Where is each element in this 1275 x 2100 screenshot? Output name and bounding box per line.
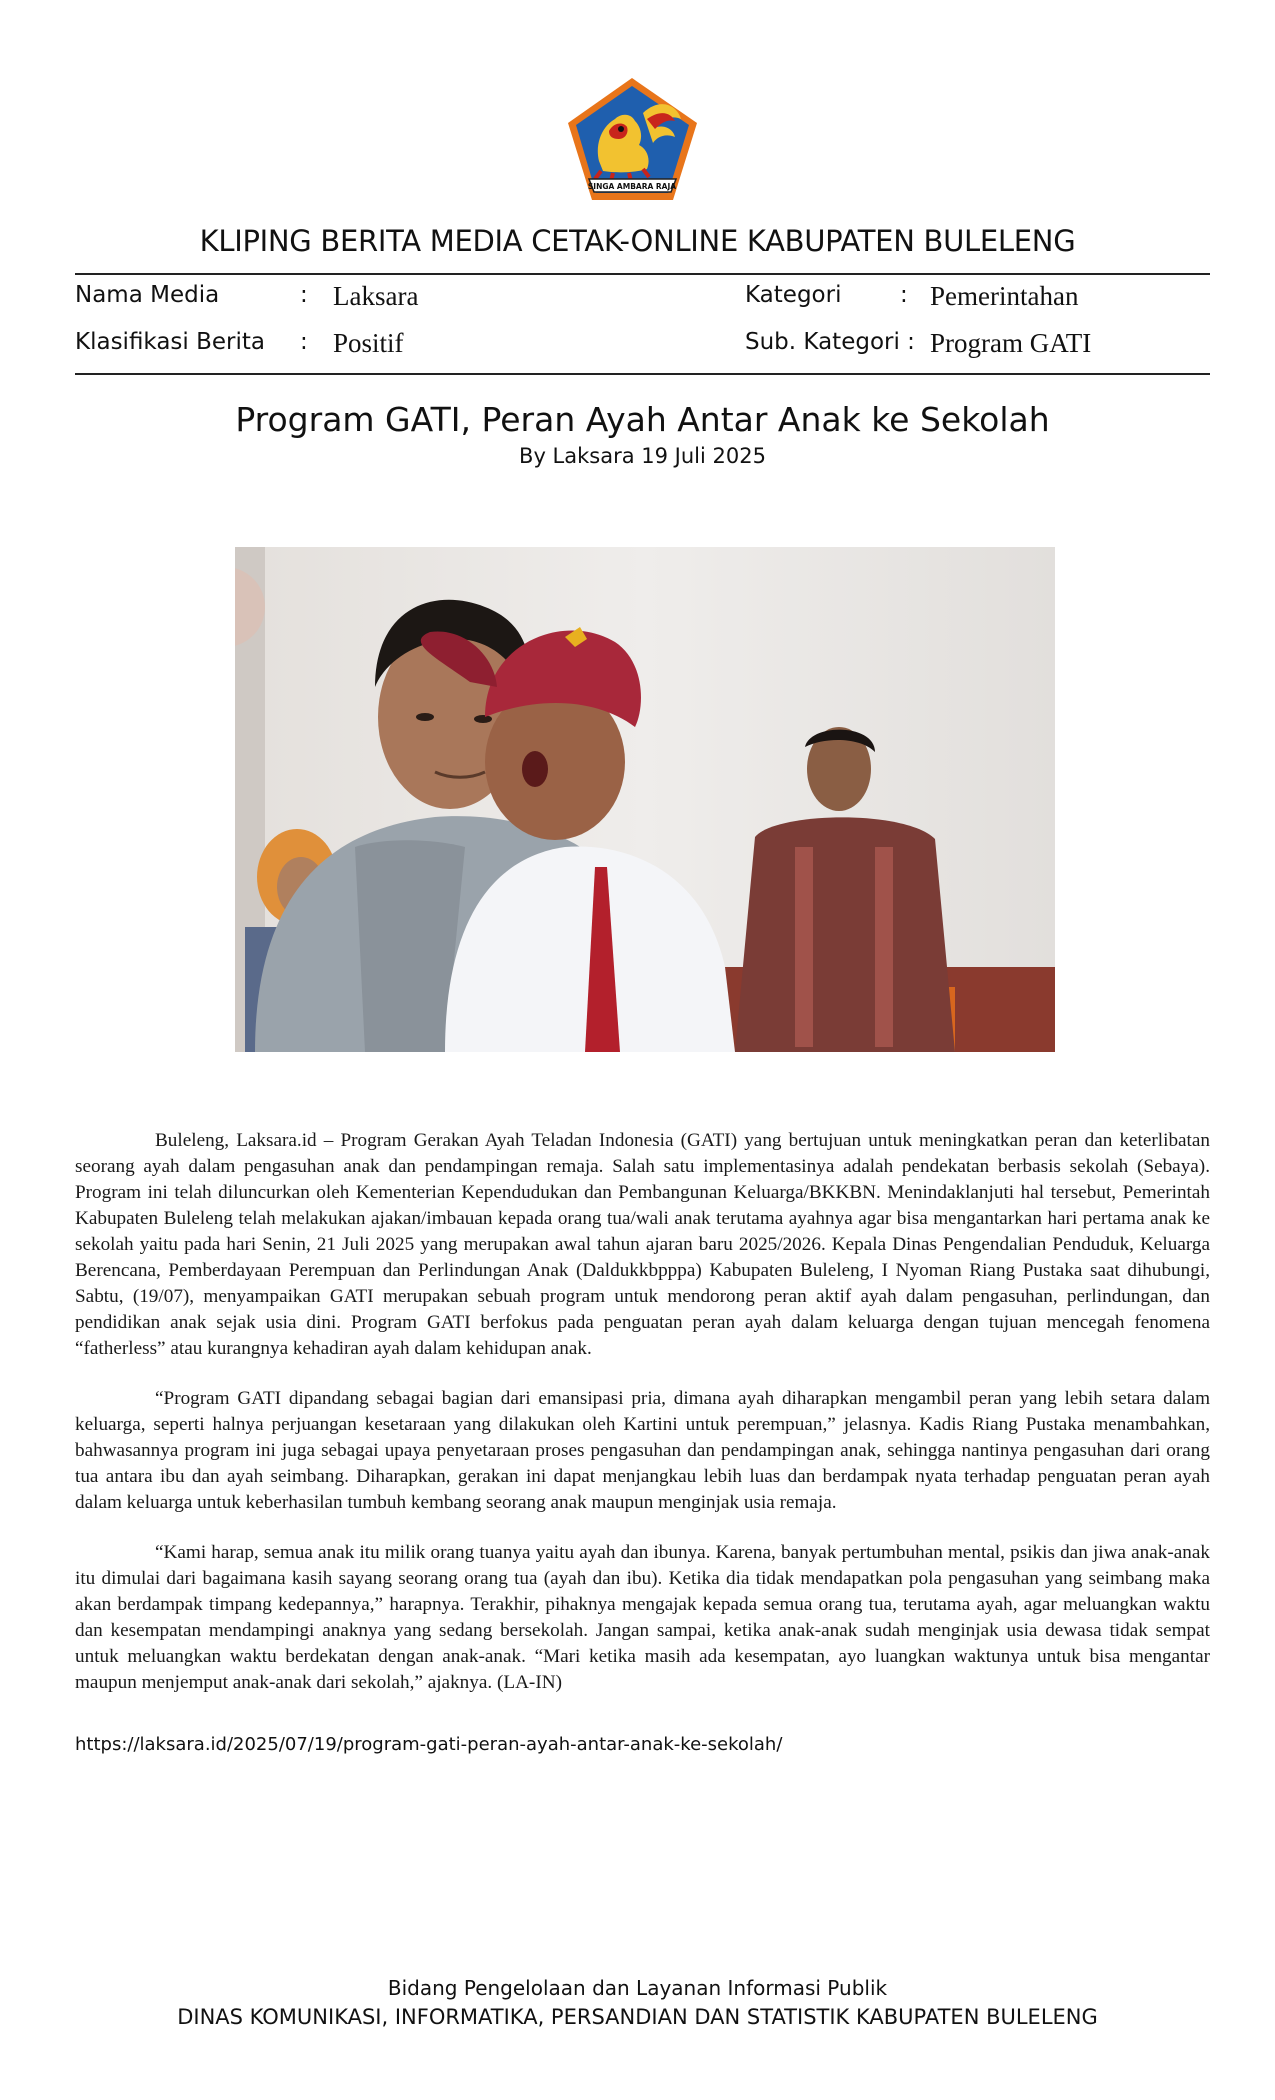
article-paragraph: Buleleng, Laksara.id – Program Gerakan Ayah Teladan Indonesia (GATI) yang bertujuan untuk meningkatkan peran dan keterlibatan seorang ayah dalam pengasuhan anak dan pendampingan remaja. Salah satu implementasinya adalah pendekatan berbasis sekolah (Sebaya). Program ini telah diluncurkan oleh Kementerian Kependudukan dan Pembangunan Keluarga/BKKBN. Menindaklanjuti hal tersebut, Pemerintah Kabupaten Buleleng telah melakukan ajakan/imbauan kepada orang tua/wali anak terutama ayahnya agar bisa mengantarkan hari pertama anak ke sekolah yaitu pada hari Senin, 21 Juli 2025 yang merupakan awal tahun ajaran baru 2025/2026. Kepala Dinas Pengendalian Penduduk, Keluarga Berencana, Pemberdayaan Perempuan dan Perlindungan Anak (Daldukkbpppa) Kabupaten Buleleng, I Nyoman Riang Pustaka saat dihubungi, Sabtu, (19/07), menyampaikan GATI merupakan sebuah program untuk mendorong peran aktif ayah dalam pengasuhan, perlindungan, dan pendidikan anak sejak usia dini. Program GATI berfokus pada penguatan peran ayah dalam keluarga dengan tujuan mencegah fenomena “fatherless” atau kurangnya kehadiran ayah dalam kehidupan anak. <box>75 1130 1210 1359</box>
article-paragraph: “Kami harap, semua anak itu milik orang tuanya yaitu ayah dan ibunya. Karena, banyak pertumbuhan mental, psikis dan jiwa anak-anak itu dimulai dari bagaimana kasih sayang seorang orang tua (ayah dan ibu). Ketika dia tidak mendapatkan pola pengasuhan yang seimbang maka akan berdampak timpang kedepannya,” harapnya. Terakhir, pihaknya mengajak kepada semua orang tua, terutama ayah, agar meluangkan waktu dan kesempatan mendampingi anaknya yang sedang bersekolah. Jangan sampai, ketika anak-anak sudah menginjak usia dewasa tidak sempat untuk meluangkan waktu berdekatan dengan anak-anak. “Mari ketika masih ada kesempatan, ayo luangkan waktunya untuk bisa mengantar maupun menjemput anak-anak dari sekolah,” ajaknya. (LA-IN) <box>75 1542 1210 1693</box>
nama-media-label: Nama Media <box>75 282 220 308</box>
kategori-value: Pemerintahan <box>930 281 1079 311</box>
article-photo <box>235 547 1055 1052</box>
header-rule-bottom <box>75 373 1210 375</box>
buleleng-emblem-icon <box>565 75 700 203</box>
kategori-colon: : <box>900 282 908 308</box>
article-headline: Program GATI, Peran Ayah Antar Anak ke Sekolah <box>235 400 1050 439</box>
klasifikasi-label: Klasifikasi Berita <box>75 329 266 355</box>
klasifikasi-value: Positif <box>333 328 404 358</box>
nama-media-value: Laksara <box>333 281 419 311</box>
kliping-title: KLIPING BERITA MEDIA CETAK-ONLINE KABUPATEN BULELENG <box>199 224 1076 258</box>
emblem-motto: SINGA AMBARA RAJA <box>587 182 677 191</box>
source-url-link[interactable]: https://laksara.id/2025/07/19/program-gati-peran-ayah-antar-anak-ke-sekolah/ <box>75 1734 783 1755</box>
sub-kategori-value: Program GATI <box>930 328 1092 358</box>
kategori-label: Kategori <box>745 282 842 308</box>
article-byline: By Laksara 19 Juli 2025 <box>519 444 766 468</box>
header-rule-top <box>75 273 1210 275</box>
article-paragraph: “Program GATI dipandang sebagai bagian dari emansipasi pria, dimana ayah diharapkan mengambil peran yang lebih setara dalam keluarga, seperti halnya perjuangan kesetaraan yang dilakukan oleh Kartini untuk perempuan,” jelasnya. Kadis Riang Pustaka menambahkan, bahwasannya program ini juga sebagai upaya penyetaraan proses pengasuhan dan pendampingan anak, sehingga nantinya pengasuhan dari orang tua antara ibu dan ayah seimbang. Diharapkan, gerakan ini dapat menjangkau lebih luas dan berdampak nyata terhadap penguatan peran ayah dalam keluarga untuk keberhasilan tumbuh kembang seorang anak maupun menginjak usia remaja. <box>75 1388 1210 1513</box>
article-body <box>75 1128 1210 1720</box>
sub-kategori-label: Sub. Kategori : <box>745 329 915 355</box>
footer-division: Bidang Pengelolaan dan Layanan Informasi Publik <box>387 1976 888 2000</box>
footer-agency: DINAS KOMUNIKASI, INFORMATIKA, PERSANDIAN DAN STATISTIK KABUPATEN BULELENG <box>177 2005 1098 2029</box>
klasifikasi-colon: : <box>300 329 308 355</box>
nama-media-colon: : <box>300 282 308 308</box>
